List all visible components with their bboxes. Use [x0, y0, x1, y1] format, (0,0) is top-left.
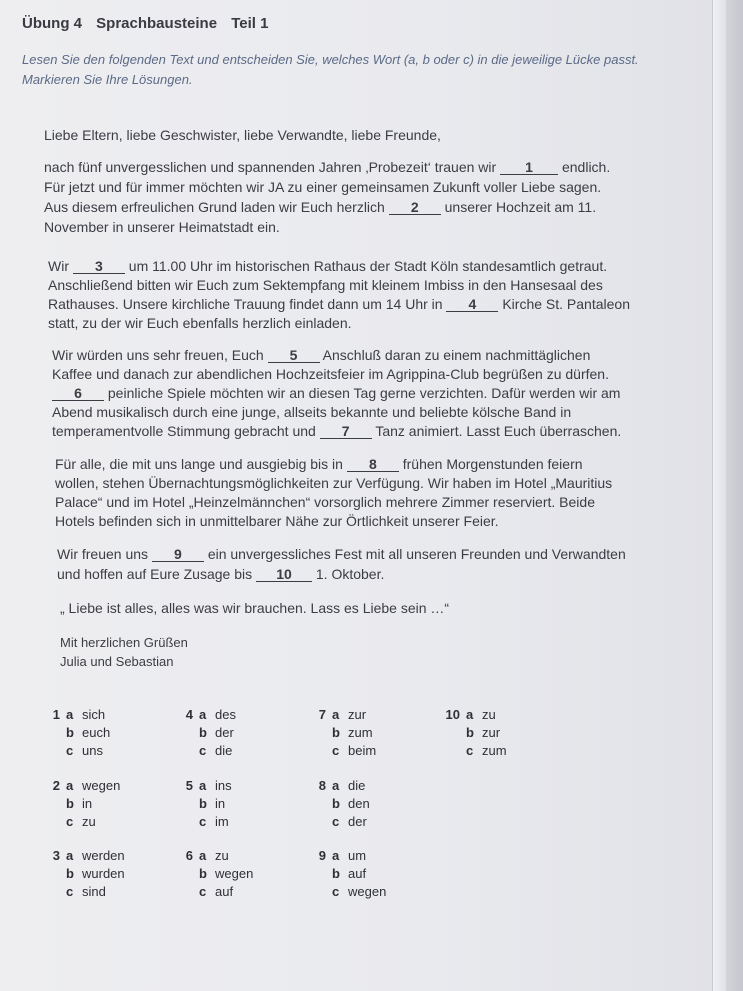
letter-line: Anschließend bitten wir Euch zum Sektempfang mit kleinem Imbiss in den Hansesaal des: [48, 277, 603, 293]
letter-line: und hoffen auf Eure Zusage bis 10 1. Oktober.: [57, 566, 385, 582]
answer-option-8c[interactable]: [306, 814, 367, 829]
answer-option-1b[interactable]: [40, 725, 110, 740]
answer-option-7b[interactable]: [306, 725, 373, 740]
answer-option-5a[interactable]: [173, 778, 232, 793]
option-word: zu: [82, 814, 96, 829]
option-word: in: [215, 796, 226, 811]
gap-2: 2: [389, 201, 441, 215]
option-word: werden: [82, 848, 125, 863]
letter-line: Aus diesem erfreulichen Grund laden wir Euch herzlich 2 unserer Hochzeit am 11.: [44, 199, 597, 215]
question-number: 4: [185, 707, 193, 722]
answer-option-2a[interactable]: [40, 778, 120, 793]
letter-line: Palace“ und im Hotel „Heinzelmännchen“ vorsorglich mehrere Zimmer reserviert. Beide: [55, 494, 595, 510]
answer-option-2b[interactable]: [40, 796, 92, 811]
option-word: wegen: [215, 866, 254, 881]
option-letter: b: [466, 725, 474, 740]
option-letter: c: [199, 884, 207, 899]
answer-option-7a[interactable]: [306, 707, 366, 722]
gap-10: 10: [256, 568, 312, 582]
answer-option-9a[interactable]: [306, 848, 366, 863]
question-number: 2: [52, 778, 60, 793]
question-number: 6: [185, 848, 193, 863]
answer-option-6c[interactable]: [173, 884, 233, 899]
part-name: Teil 1: [231, 15, 269, 32]
option-letter: b: [332, 796, 340, 811]
letter-quote: „ Liebe ist alles, alles was wir brauchen. Lass es Liebe sein …“: [60, 600, 450, 616]
option-letter: b: [332, 866, 340, 881]
answer-option-10b[interactable]: [440, 725, 500, 740]
option-word: die: [215, 743, 233, 758]
option-word: beim: [348, 743, 377, 758]
option-letter: a: [332, 707, 340, 722]
question-number: 10: [445, 707, 460, 722]
answer-option-1c[interactable]: [40, 743, 103, 758]
gap-9: 9: [152, 548, 204, 562]
gap-5: 5: [268, 349, 320, 363]
answer-option-9c[interactable]: [306, 884, 386, 899]
letter-closing: Mit herzlichen Grüßen: [60, 635, 188, 650]
question-number: 1: [52, 707, 60, 722]
answer-option-1a[interactable]: [40, 707, 105, 722]
option-letter: b: [199, 866, 207, 881]
gap-4: 4: [446, 298, 498, 312]
option-word: ins: [215, 778, 232, 793]
option-letter: a: [199, 707, 207, 722]
letter-line: Abend musikalisch durch eine junge, allseits bekannte und beliebte kölsche Band in: [52, 404, 572, 420]
letter-line: Rathauses. Unsere kirchliche Trauung findet dann um 14 Uhr in 4 Kirche St. Pantaleon: [48, 296, 630, 312]
letter-greeting: Liebe Eltern, liebe Geschwister, liebe Verwandte, liebe Freunde,: [44, 127, 441, 143]
question-number: 7: [318, 707, 326, 722]
gap-8: 8: [347, 458, 399, 472]
option-word: zum: [348, 725, 373, 740]
answer-option-3b[interactable]: [40, 866, 125, 881]
option-letter: b: [332, 725, 340, 740]
option-letter: a: [332, 848, 340, 863]
option-word: zur: [348, 707, 367, 722]
option-word: zu: [215, 848, 229, 863]
instruction-line: Markieren Sie Ihre Lösungen.: [22, 72, 193, 87]
option-word: den: [348, 796, 370, 811]
option-letter: c: [199, 743, 207, 758]
letter-line: Wir 3 um 11.00 Uhr im historischen Rathaus der Stadt Köln standesamtlich getraut.: [48, 258, 608, 274]
letter-line: wollen, stehen Übernachtungsmöglichkeiten zur Verfügung. Wir haben im Hotel „Mauritius: [55, 475, 613, 491]
answer-option-7c[interactable]: [306, 743, 376, 758]
option-word: auf: [348, 866, 367, 881]
option-letter: a: [199, 848, 207, 863]
question-number: 9: [318, 848, 326, 863]
option-word: der: [348, 814, 367, 829]
option-letter: a: [466, 707, 474, 722]
option-word: in: [82, 796, 93, 811]
answer-option-6b[interactable]: [173, 866, 253, 881]
option-letter: c: [66, 814, 74, 829]
answer-option-3a[interactable]: [40, 848, 125, 863]
page-stack-edge: [726, 0, 743, 991]
option-letter: c: [199, 814, 207, 829]
option-letter: a: [332, 778, 340, 793]
option-word: zu: [482, 707, 496, 722]
letter-line: Wir würden uns sehr freuen, Euch 5 Anschluß daran zu einem nachmittäglichen: [52, 347, 591, 363]
letter-line: nach fünf unvergesslichen und spannenden Jahren ‚Probezeit‘ trauen wir 1 endlich.: [44, 159, 611, 175]
answer-option-8a[interactable]: [306, 778, 365, 793]
option-letter: b: [66, 725, 74, 740]
option-word: zum: [482, 743, 507, 758]
option-word: euch: [82, 725, 111, 740]
letter-line: November in unserer Heimatstadt ein.: [44, 219, 280, 235]
option-letter: a: [66, 848, 74, 863]
question-number: 5: [185, 778, 193, 793]
answer-option-2c[interactable]: [40, 814, 96, 829]
option-word: sich: [82, 707, 106, 722]
option-word: im: [215, 814, 229, 829]
option-word: die: [348, 778, 366, 793]
option-letter: c: [332, 814, 340, 829]
letter-line: Hotels befinden sich in unmittelbarer Nähe zur Örtlichkeit unserer Feier.: [55, 513, 499, 529]
option-word: wegen: [348, 884, 387, 899]
letter-line: Kaffee und danach zur abendlichen Hochzeitsfeier im Agrippina-Club begrüßen zu dürfen.: [52, 366, 609, 382]
gap-1: 1: [500, 161, 558, 175]
option-letter: b: [66, 866, 74, 881]
option-letter: c: [66, 743, 74, 758]
option-letter: b: [66, 796, 74, 811]
exercise-number: Übung 4: [22, 15, 82, 32]
answer-option-4a[interactable]: [173, 707, 236, 722]
answer-option-9b[interactable]: [306, 866, 366, 881]
option-letter: b: [199, 796, 207, 811]
letter-line: Wir freuen uns 9 ein unvergessliches Fest mit all unseren Freunden und Verwandten: [57, 546, 626, 562]
option-letter: a: [66, 778, 74, 793]
option-letter: c: [66, 884, 74, 899]
page-stack-edge: [712, 0, 727, 991]
answer-option-3c[interactable]: [40, 884, 106, 899]
gap-7: 7: [320, 425, 372, 439]
letter-line: 6 peinliche Spiele möchten wir an diesen Tag gerne verzichten. Dafür werden wir am: [52, 385, 620, 401]
letter-line: Für jetzt und für immer möchten wir JA zu einer gemeinsamen Zukunft voller Liebe sagen.: [44, 179, 602, 195]
answer-option-5c[interactable]: [173, 814, 229, 829]
answer-option-8b[interactable]: [306, 796, 370, 811]
option-letter: c: [332, 884, 340, 899]
option-letter: c: [332, 743, 340, 758]
question-number: 8: [318, 778, 326, 793]
gap-3: 3: [73, 260, 125, 274]
answer-option-10a[interactable]: [440, 707, 496, 722]
answer-option-4b[interactable]: [173, 725, 234, 740]
letter-signature: Julia und Sebastian: [60, 654, 174, 669]
instruction-line: Lesen Sie den folgenden Text und entscheiden Sie, welches Wort (a, b oder c) in die jeweilige Lücke passt.: [22, 52, 639, 67]
option-word: zur: [482, 725, 501, 740]
answer-option-10c[interactable]: [440, 743, 507, 758]
answer-option-5b[interactable]: [173, 796, 225, 811]
option-word: der: [215, 725, 234, 740]
option-word: um: [348, 848, 367, 863]
option-letter: b: [199, 725, 207, 740]
option-letter: a: [66, 707, 74, 722]
option-word: wurden: [82, 866, 125, 881]
option-word: wegen: [82, 778, 121, 793]
option-word: des: [215, 707, 236, 722]
option-word: uns: [82, 743, 103, 758]
option-word: sind: [82, 884, 106, 899]
answer-option-6a[interactable]: [173, 848, 229, 863]
letter-line: temperamentvolle Stimmung gebracht und 7 Tanz animiert. Lasst Euch überraschen.: [52, 423, 622, 439]
letter-line: Für alle, die mit uns lange und ausgiebig bis in 8 frühen Morgenstunden feiern: [55, 456, 583, 472]
section-name: Sprachbausteine: [96, 15, 218, 32]
option-letter: c: [466, 743, 474, 758]
question-number: 3: [52, 848, 60, 863]
gap-6: 6: [52, 387, 104, 401]
letter-line: statt, zu der wir Euch ebenfalls herzlich einladen.: [48, 315, 352, 331]
option-letter: a: [199, 778, 207, 793]
option-word: auf: [215, 884, 234, 899]
page-title: [22, 15, 278, 32]
answer-option-4c[interactable]: [173, 743, 232, 758]
